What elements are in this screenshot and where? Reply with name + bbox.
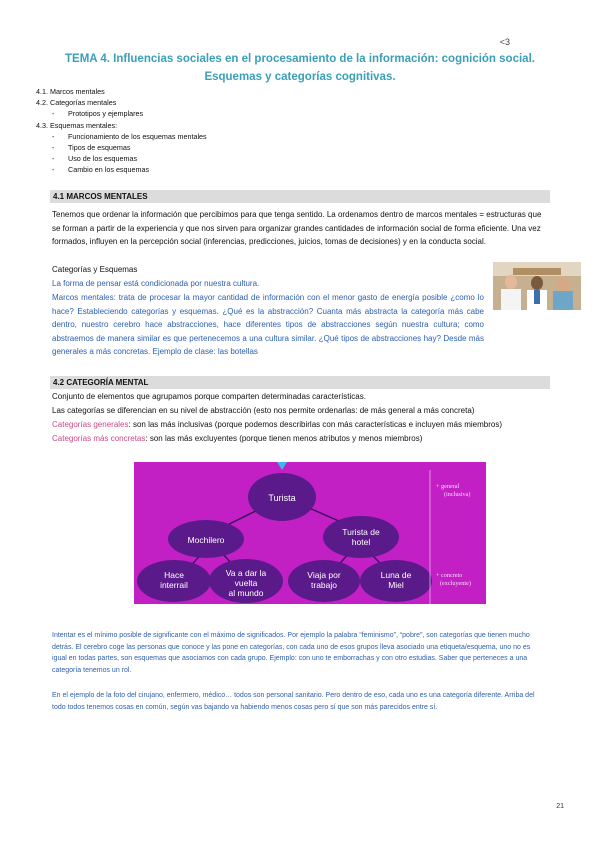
notes-paragraph-2: En el ejemplo de la foto del cirujano, enfermero, médico… todos son personal sanitario. Pero dentro de eso, cada uno es una categoría diferente. Arriba del todo todos tenemos cosas en común, según vas bajando va habiendo menos cosas pero sí que son más parecidos entre sí. xyxy=(52,692,535,711)
section1-line2: Marcos mentales: trata de procesar la mayor cantidad de información con el menor gasto de energía posible ¿como lo hace? Estableciendo categorías y esquemas. ¿Qué es la abstracción? Cuanta más abstracta la categoría más cabe dentro, nuestro cerebro hace abstracciones, hace diferentes tipos de abstracciones según nuestra cultura; como abstraemos de manera similar es que pertenecemos a una cultura similar. ¿Qué tipos de abstracciones hay? Desde más generales a más concretas. Ejemplo de clase: las botellas xyxy=(52,293,484,357)
general-categories-label: Categorías generales xyxy=(52,420,129,429)
node-luna-2: Miel xyxy=(388,580,404,590)
toc-subitem: - Prototipos y ejemplares xyxy=(52,109,144,119)
node-interrail-1: Hace xyxy=(164,570,184,580)
node-vuelta-3: al mundo xyxy=(228,588,264,598)
node-turista-hotel-2: hotel xyxy=(351,537,371,547)
section2-line3: Categorías generales: son las más inclusivas (porque podemos describirlas con más características e incluyen más miembros) xyxy=(52,420,502,429)
section2-line1: Conjunto de elementos que agrupamos porque comparten determinadas características. xyxy=(52,392,366,401)
node-turista: Turista xyxy=(268,493,296,503)
node-interrail-2: interrail xyxy=(160,580,188,590)
node-viaje-2: trabajo xyxy=(311,580,337,590)
toc-item: 4.3. Esquemas mentales: xyxy=(36,120,118,130)
concrete-label-1: + concreto xyxy=(436,572,463,579)
notes-paragraph-1: Intentar es el mínimo posible de significante con el máximo de significados. Por ejemplo la palabra “feminismo”, “pobre”, son categorías que tienen mucho detrás. El cerebro coge las personas que conoce y las pone en categorías, con cada uno de esos grupos lleva asociado una etiqueta/esquema, uno no es igual en todas partes, son esquemas que asociamos con cada grupo. Ejemplo: con uno te emborrachas y con otro estudias. Saber que perteneces a una categoría tenemos un rol. xyxy=(52,632,531,674)
node-turista-hotel-1: Turista de xyxy=(342,527,380,537)
node-viaje-1: Viaja por xyxy=(307,570,341,580)
toc-subitem: - Tipos de esquemas xyxy=(52,143,131,153)
general-label-1: + general xyxy=(436,483,460,490)
node-luna-1: Luna de xyxy=(380,570,412,580)
section-heading-categoria: 4.2 CATEGORÍA MENTAL xyxy=(50,376,550,389)
node-vuelta-2: vuelta xyxy=(234,578,258,588)
node-vuelta-1: Va a dar la xyxy=(225,568,267,578)
general-label-2: (inclusiva) xyxy=(444,491,471,498)
table-of-contents xyxy=(36,86,207,176)
section-heading-marcos: 4.1 MARCOS MENTALES xyxy=(50,190,550,203)
node-mochilero: Mochilero xyxy=(187,535,225,545)
category-hierarchy-diagram xyxy=(134,462,486,604)
concrete-label-2: (excluyente) xyxy=(440,580,471,587)
page-number: 21 xyxy=(556,803,564,810)
toc-subitem: - Cambio en los esquemas xyxy=(52,165,150,175)
section1-line1: La forma de pensar está condicionada por nuestra cultura. xyxy=(52,279,260,288)
section2-line4: Categorías más concretas: son las más excluyentes (porque tienen menos atributos y menos miembros) xyxy=(52,434,423,443)
toc-item: 4.1. Marcos mentales xyxy=(36,87,105,96)
concrete-categories-label: Categorías más concretas xyxy=(52,434,146,443)
section1-subhead: Categorías y Esquemas xyxy=(52,265,138,274)
toc-item: 4.2. Categorías mentales xyxy=(36,98,117,108)
section2-line2: Las categorías se diferencian en su nivel de abstracción (esto nos permite ordenarlas: de más general a más concreta) xyxy=(52,406,475,415)
page-mark: <3 xyxy=(499,37,510,47)
section1-intro: Tenemos que ordenar la información que percibimos para que tenga sentido. La ordenamos dentro de marcos mentales = estructuras que se forman a partir de la experiencia y que nos sirven para organizar grandes cantidades de información social de forma eficiente. Una vez formados, influyen en la percepción social (inferencias, predicciones, juicios, tomas de decisiones) y en la conducta social. xyxy=(52,210,542,247)
toc-subitem: - Uso de los esquemas xyxy=(52,154,138,164)
medical-staff-photo xyxy=(493,262,581,310)
toc-subitem: - Funcionamiento de los esquemas mentales xyxy=(52,131,207,141)
page-title: TEMA 4. Influencias sociales en el procesamiento de la información: cognición social. Esquemas y categorías cognitivas. xyxy=(65,53,535,83)
